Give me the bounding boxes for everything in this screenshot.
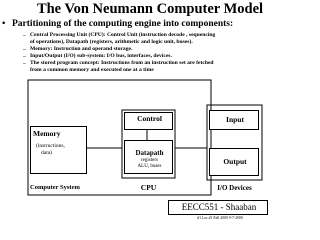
list-item: The stored program concept: Instructions from an instruction set are fetched: [30, 60, 214, 66]
list-item-continued: of operations), Datapath (registers, arithmetic and logic unit, buses).: [30, 39, 193, 45]
memory-box: [30, 126, 87, 174]
dash-marker: –: [23, 47, 26, 53]
course-footer-box: [168, 200, 268, 215]
memory-sub-label: (instructions,: [36, 143, 65, 149]
control-box: [124, 112, 173, 130]
cpu-label: CPU: [140, 183, 157, 192]
computer-system-label: Computer System: [30, 184, 80, 191]
io-devices-label: I/O Devices: [217, 184, 252, 192]
page-title: The Von Neumann Computer Model: [36, 1, 264, 17]
output-label: Output: [223, 157, 247, 166]
input-label: Input: [226, 115, 244, 124]
bullet-dot: •: [2, 19, 6, 29]
datapath-sub-label: registers: [141, 158, 158, 163]
list-item: Central Processing Unit (CPU): Control Unit (instruction decode , sequencing: [30, 32, 216, 38]
dash-marker: –: [23, 33, 26, 39]
input-box: [209, 110, 259, 130]
list-item-continued: from a common memory and executed one at a time: [30, 67, 154, 73]
dash-marker: –: [23, 54, 26, 60]
datapath-sub-label: ALU, buses: [137, 164, 162, 169]
memory-sub-label: data): [41, 150, 52, 156]
course-label: EECC551 - Shaaban: [181, 202, 257, 212]
list-item: Memory: Instruction and operand storage.: [30, 46, 133, 52]
main-bullet-text: Partitioning of the computing engine into components:: [12, 19, 234, 29]
datapath-label: Datapath: [135, 149, 164, 157]
footer-small-text: #1 Lec #1 Fall 2000 9-7-2000: [197, 216, 243, 220]
list-item: Input/Output (I/O) sub-system: I/O bus, interfaces, devices.: [30, 53, 172, 59]
output-box: [209, 148, 259, 176]
control-label: Control: [137, 114, 162, 123]
dash-marker: –: [23, 61, 26, 67]
memory-label: Memory: [33, 129, 61, 138]
datapath-box: [124, 140, 173, 174]
